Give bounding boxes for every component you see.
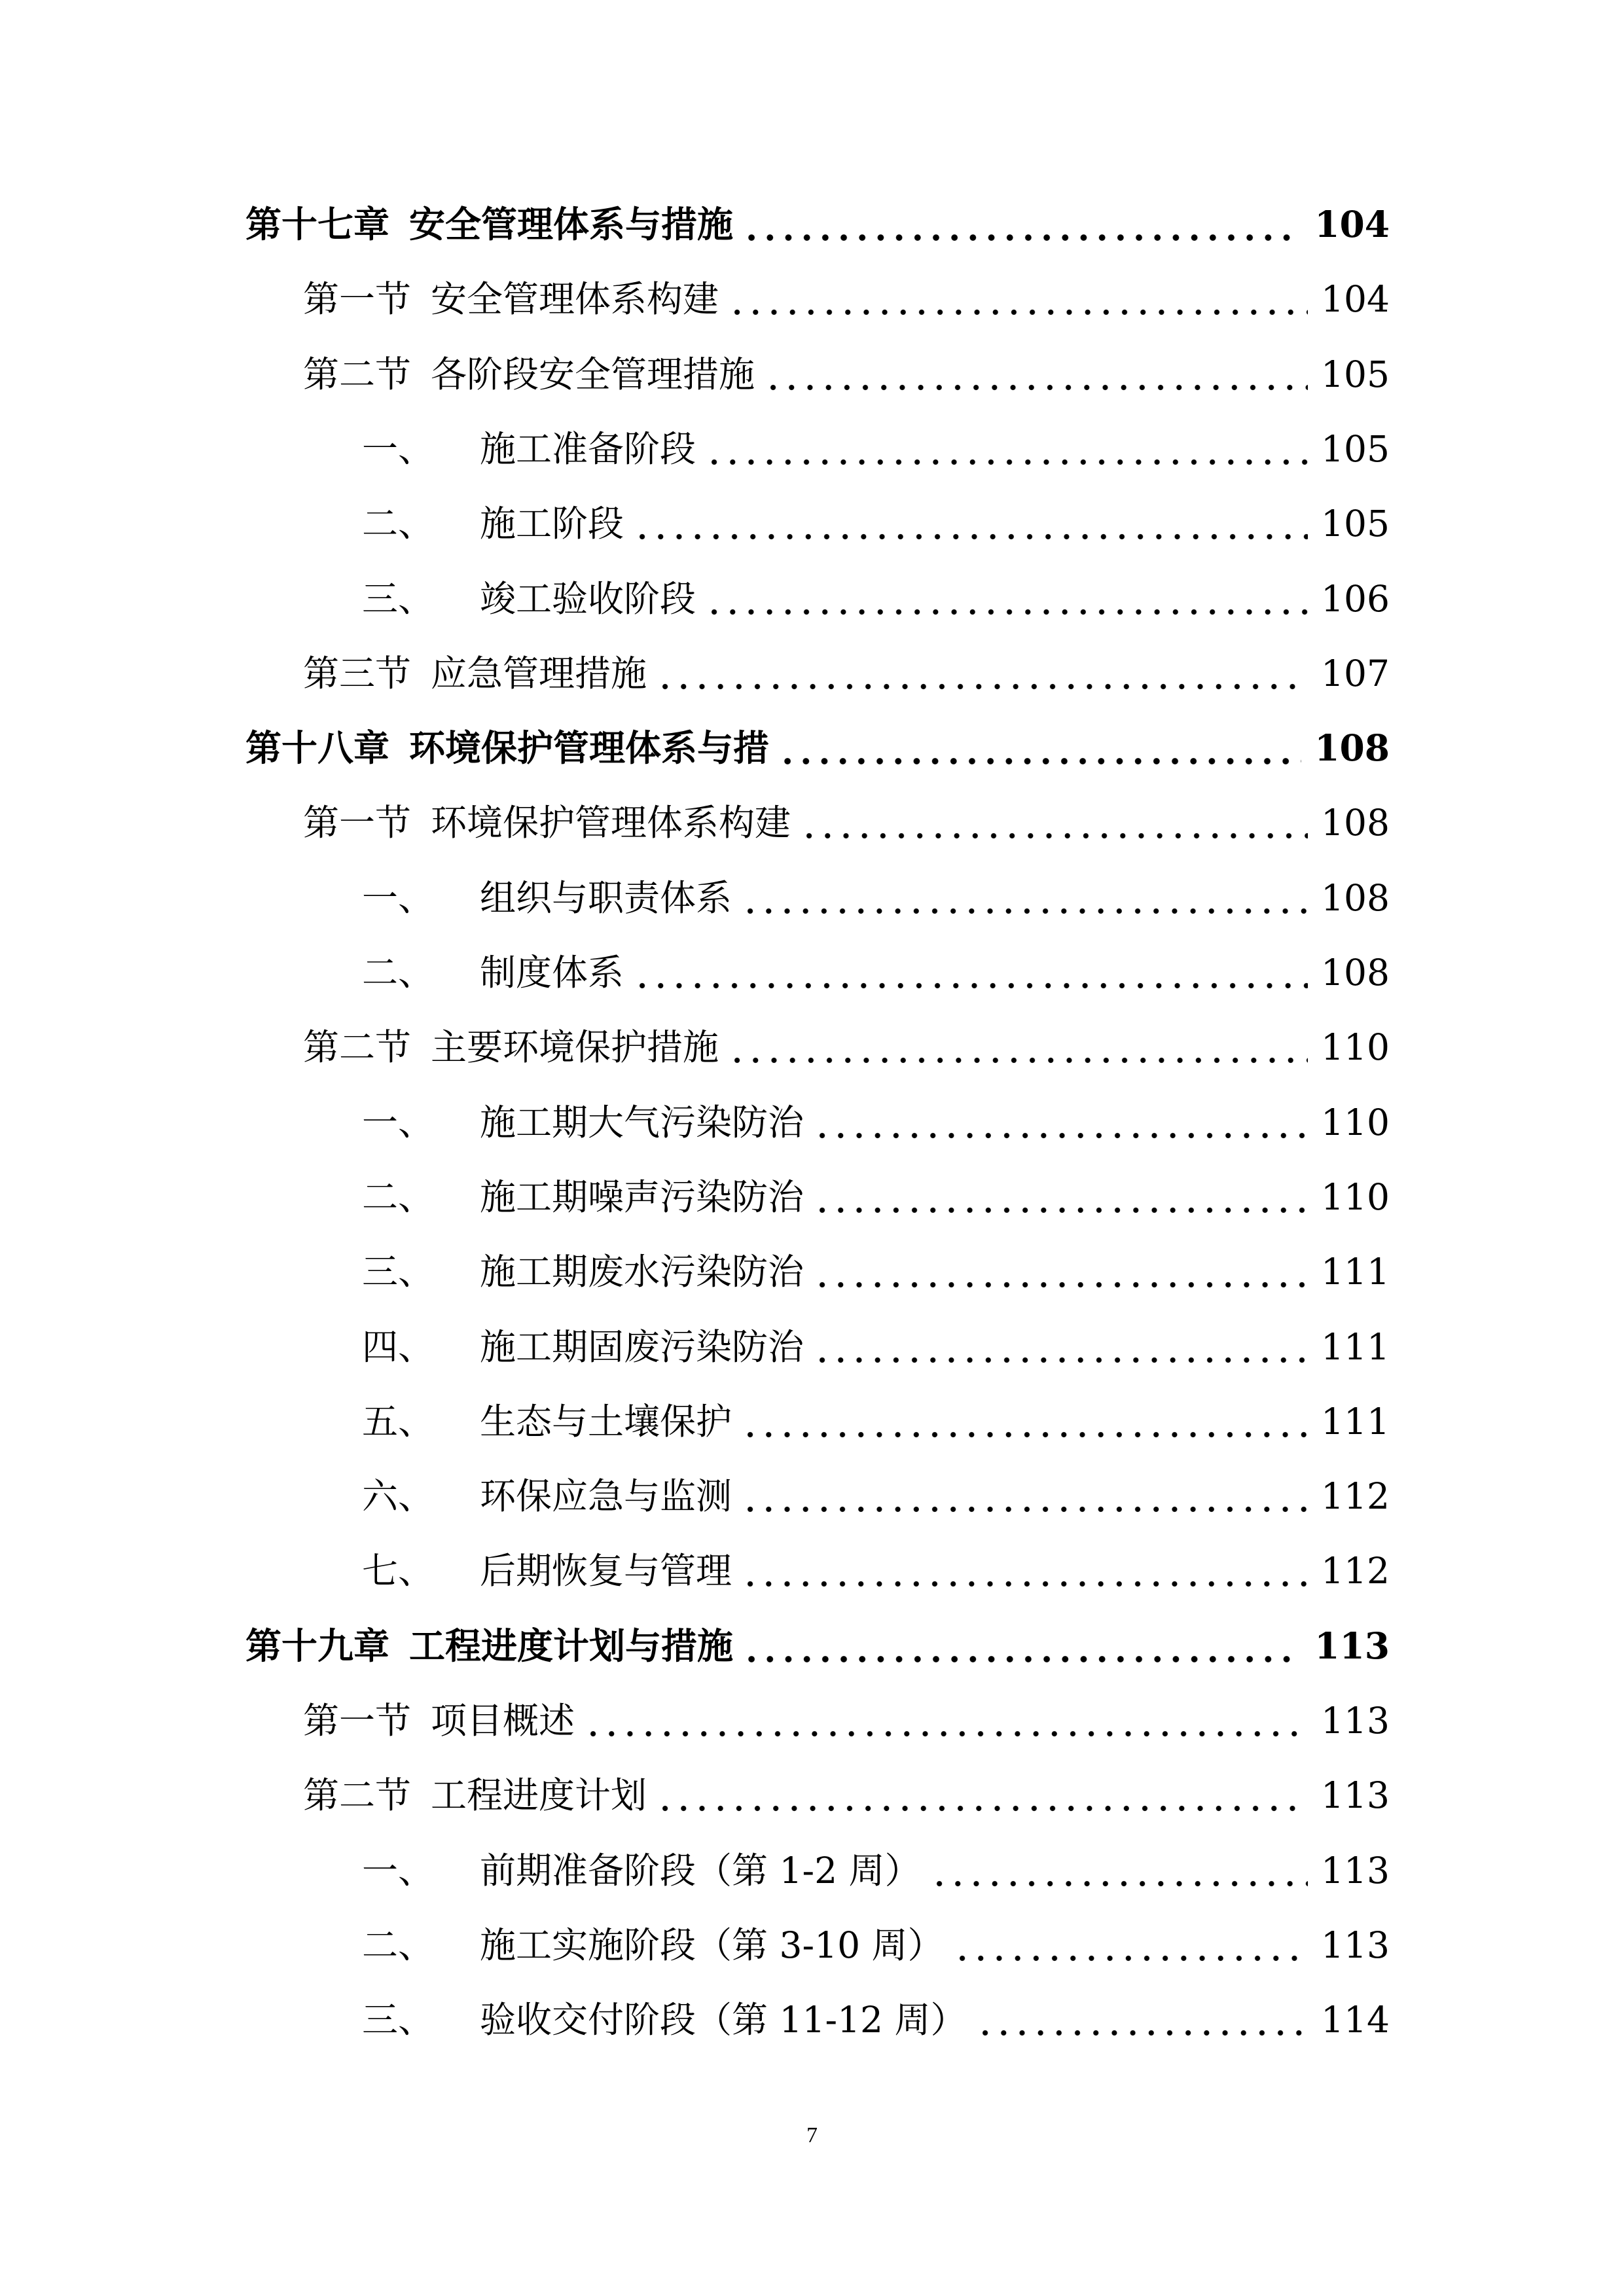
toc-leader-dots [584,1729,1308,1738]
toc-entry-label: 一、 [362,1102,435,1143]
toc-entry-item[interactable] [0,420,1624,478]
toc-leader-dots [728,1056,1308,1065]
toc-entry-title [362,1467,732,1526]
toc-entry-text: 工程进度计划与措施 [409,1624,734,1667]
toc-entry-label: 四、 [362,1326,435,1368]
toc-page-number: 111 [1321,1401,1390,1443]
toc-entry-item[interactable] [0,1392,1624,1451]
toc-entry-title [362,1093,804,1152]
toc-leader-dots [813,1355,1308,1365]
toc-entry-text: 施工准备阶段 [480,428,696,470]
toc-page-number: 113 [1321,1700,1390,1742]
toc-entry-text: 环境保护管理体系构建 [431,802,791,844]
toc-entry-item[interactable] [0,1841,1624,1900]
toc-entry-section[interactable] [0,644,1624,703]
toc-entry-text: 验收交付阶段（第 11-12 周） [480,1999,967,2041]
toc-entry-item[interactable] [0,494,1624,553]
toc-entry-text: 应急管理措施 [431,653,647,694]
toc-page-number: 110 [1321,1102,1390,1143]
toc-leader-dots [741,1505,1308,1514]
toc-entry-text: 环保应急与监测 [480,1475,732,1517]
toc-entry-item[interactable] [0,1168,1624,1227]
toc-entry-item[interactable] [0,1541,1624,1600]
toc-entry-label: 三、 [362,1999,435,2041]
toc-entry-label: 七、 [362,1550,435,1592]
toc-entry-label: 第十八章 [245,726,390,769]
toc-leader-dots [705,607,1308,617]
toc-page-number: 113 [1321,1774,1390,1816]
toc-page-number: 110 [1321,1176,1390,1218]
toc-entry-text: 各阶段安全管理措施 [431,353,755,395]
toc-entry-label: 三、 [362,1251,435,1293]
toc-entry-label: 三、 [362,578,435,620]
toc-entry-label: 第三节 [303,653,412,694]
toc-entry-text: 项目概述 [431,1700,575,1742]
toc-entry-label: 五、 [362,1401,435,1443]
toc-page-number: 104 [1321,278,1390,320]
toc-entry-label: 二、 [362,503,435,545]
toc-leader-dots [930,1879,1308,1888]
toc-leader-dots [741,1430,1308,1439]
toc-entry-text: 施工阶段 [480,503,624,545]
toc-page-number: 113 [1314,1624,1390,1667]
toc-entry-text: 生态与土壤保护 [480,1401,732,1443]
toc-entry-item[interactable] [0,1093,1624,1152]
toc-page-number: 108 [1321,877,1390,919]
toc-entry-label: 第十七章 [245,203,390,245]
toc-page-number: 105 [1321,428,1390,470]
toc-entry-chapter[interactable] [0,719,1624,778]
toc-entry-section[interactable] [0,1766,1624,1825]
toc-entry-title [303,644,647,703]
page-number: 7 [806,2123,818,2147]
toc-leader-dots [633,532,1308,541]
toc-page-number: 104 [1314,203,1390,245]
toc-entry-item[interactable] [0,869,1624,927]
toc-entry-title [303,1691,575,1750]
toc-leader-dots [778,757,1301,766]
toc-entry-title [245,195,733,254]
toc-entry-title [245,719,769,778]
toc-entry-label: 一、 [362,1850,435,1892]
toc-page-number: 110 [1321,1026,1390,1068]
toc-entry-text: 施工期废水污染防治 [480,1251,804,1293]
toc-entry-label: 第一节 [303,1700,412,1742]
toc-entry-title [362,1318,804,1376]
toc-entry-text: 环境保护管理体系与措 [409,726,770,769]
toc-entry-label: 第二节 [303,353,412,395]
toc-leader-dots [813,1280,1308,1289]
toc-leader-dots [633,981,1308,990]
toc-entry-title [362,1916,944,1975]
toc-entry-section[interactable] [0,793,1624,852]
toc-entry-chapter[interactable] [0,195,1624,254]
toc-entry-item[interactable] [0,1467,1624,1526]
toc-page-number: 106 [1321,578,1390,620]
toc-entry-item[interactable] [0,1318,1624,1376]
toc-entry-label: 第一节 [303,802,412,844]
toc-entry-text: 安全管理体系与措施 [409,203,734,245]
toc-leader-dots [764,383,1308,392]
toc-entry-title [303,1018,719,1077]
toc-leader-dots [953,1954,1308,1963]
toc-leader-dots [742,233,1301,242]
toc-page-number: 114 [1321,1999,1390,2041]
toc-page-number: 105 [1321,503,1390,545]
toc-entry-section[interactable] [0,270,1624,329]
toc-entry-title [362,943,624,1002]
toc-page-number: 113 [1321,1850,1390,1892]
toc-entry-text: 工程进度计划 [431,1774,647,1816]
toc-entry-item[interactable] [0,943,1624,1002]
toc-entry-chapter[interactable] [0,1617,1624,1676]
toc-leader-dots [741,1579,1308,1588]
toc-entry-title [303,345,755,404]
toc-entry-text: 后期恢复与管理 [480,1550,732,1592]
toc-entry-title [303,793,791,852]
toc-entry-item[interactable] [0,1916,1624,1975]
toc-page-number: 105 [1321,353,1390,395]
toc-entry-title [303,270,719,329]
toc-page-number: 113 [1321,1924,1390,1966]
toc-page-number: 107 [1321,653,1390,694]
toc-entry-title [362,1841,921,1900]
toc-entry-item[interactable] [0,1990,1624,2049]
toc-entry-section[interactable] [0,1691,1624,1750]
toc-entry-label: 第一节 [303,278,412,320]
toc-entry-item[interactable] [0,569,1624,628]
toc-entry-title [362,869,732,927]
toc-entry-text: 主要环境保护措施 [431,1026,719,1068]
toc-entry-label: 二、 [362,1176,435,1218]
toc-entry-label: 一、 [362,428,435,470]
toc-entry-text: 前期准备阶段（第 1-2 周） [480,1850,921,1892]
toc-page-number: 111 [1321,1251,1390,1293]
toc-entry-text: 竣工验收阶段 [480,578,696,620]
toc-entry-title [362,1242,804,1301]
toc-entry-label: 二、 [362,1924,435,1966]
toc-entry-title [362,1168,804,1227]
toc-leader-dots [728,308,1308,317]
toc-entry-text: 组织与职责体系 [480,877,732,919]
toc-entry-text: 施工实施阶段（第 3-10 周） [480,1924,944,1966]
toc-leader-dots [656,1804,1308,1813]
toc-entry-text: 施工期噪声污染防治 [480,1176,804,1218]
toc-entry-title [245,1617,733,1676]
toc-entry-label: 第二节 [303,1026,412,1068]
toc-entry-text: 制度体系 [480,952,624,994]
toc-entry-title [362,420,696,478]
toc-entry-title [362,1990,967,2049]
toc-entry-title [362,1392,732,1451]
toc-leader-dots [976,2028,1308,2037]
toc-leader-dots [741,906,1308,916]
toc-page-number: 112 [1321,1550,1390,1592]
toc-leader-dots [656,682,1308,691]
toc-page-number: 108 [1321,802,1390,844]
toc-entry-section[interactable] [0,1018,1624,1077]
toc-entry-label: 一、 [362,877,435,919]
toc-entry-item[interactable] [0,1242,1624,1301]
toc-entry-text: 安全管理体系构建 [431,278,719,320]
toc-entry-label: 第十九章 [245,1624,390,1667]
toc-page-number: 108 [1314,726,1390,769]
toc-leader-dots [813,1206,1308,1215]
toc-page-number: 111 [1321,1326,1390,1368]
toc-page-number: 112 [1321,1475,1390,1517]
toc-entry-title [362,1541,732,1600]
toc-entry-label: 六、 [362,1475,435,1517]
toc-entry-label: 第二节 [303,1774,412,1816]
toc-leader-dots [705,457,1308,467]
toc-entry-title [362,494,624,553]
toc-entry-section[interactable] [0,345,1624,404]
toc-entry-text: 施工期固废污染防治 [480,1326,804,1368]
toc-entry-text: 施工期大气污染防治 [480,1102,804,1143]
toc-page-number: 108 [1321,952,1390,994]
toc-leader-dots [813,1131,1308,1140]
toc-leader-dots [800,831,1308,840]
toc-leader-dots [742,1655,1301,1664]
toc-entry-title [362,569,696,628]
toc-entry-label: 二、 [362,952,435,994]
toc-entry-title [303,1766,647,1825]
